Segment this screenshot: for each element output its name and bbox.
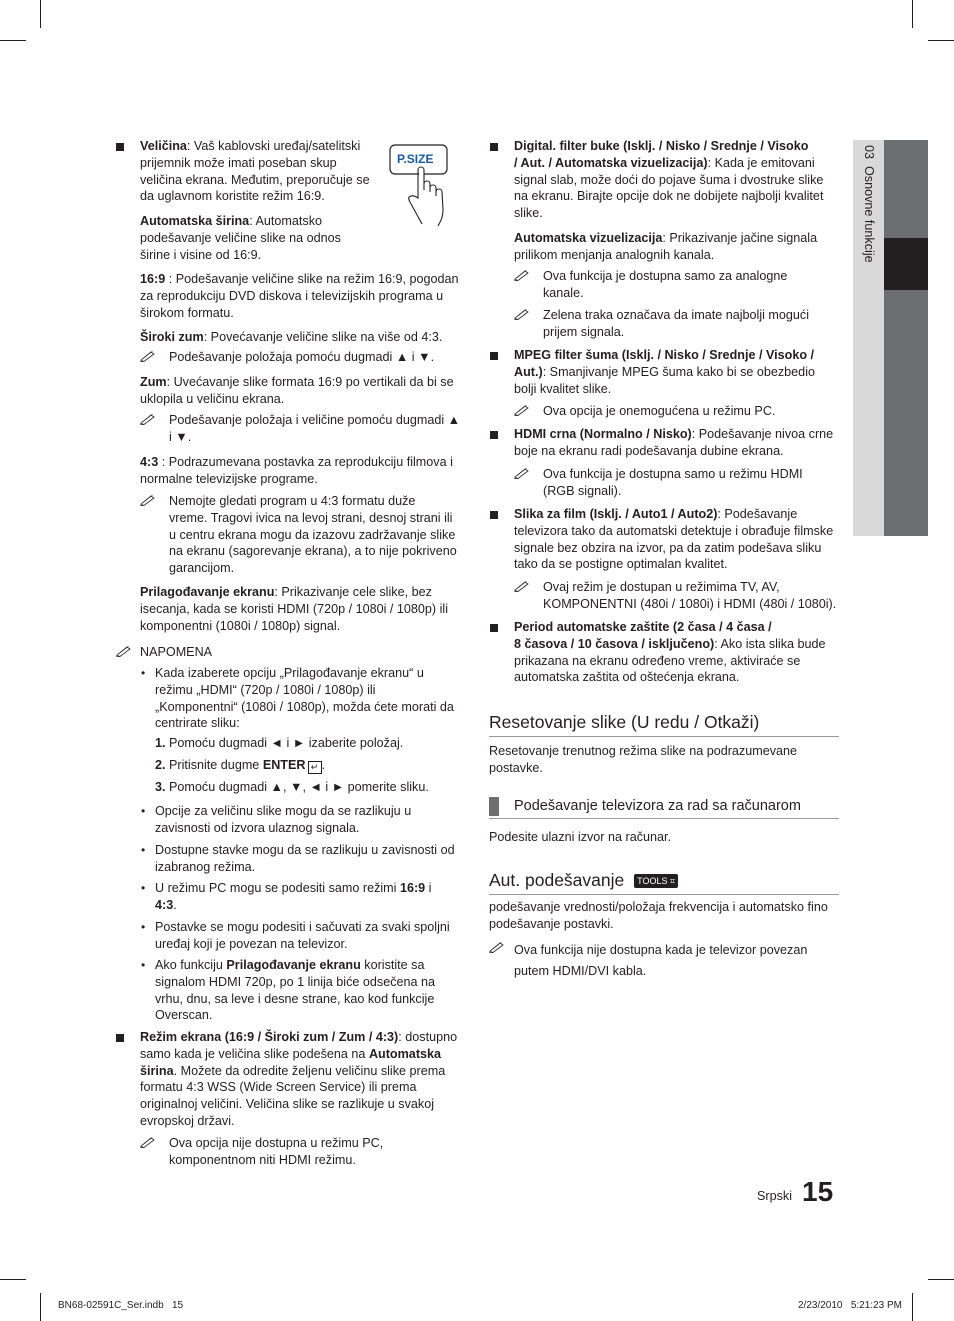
digital-paragraph: Digital. filter buke (Isklj. / Nisko / Srednje / Visoko / Aut. / Automatska vizuelizacija): Kada je emitovani signal slab, može doći do pojave šuma i dvostruke slike na ekranu. Birajte opcije dok ne dobijete najbolji kvalitet slike. [514,139,824,221]
napomena-label: NAPOMENA [140,645,213,659]
note-item-3: Dostupne stavke mogu da se razlikuju u zavisnosti od izabranog režima. [155,843,455,874]
print-file-info: BN68-02591C_Ser.indb 15 [58,1300,184,1311]
aut-text: podešavanje vrednosti/položaja frekvencija i automatsko fino podešavanje postavki. [489,900,828,931]
bullet-square [490,624,498,632]
siroki-note: Podešavanje položaja pomoću dugmadi ▲ i ▼. [169,350,435,364]
autoviz-paragraph: Automatska vizuelizacija: Prikazivanje jačine signala prilikom menjanja analognih kanala. [514,231,818,262]
note-pencil-icon [514,580,530,592]
bullet-square [490,143,498,151]
crop-mark [928,40,954,41]
period-paragraph: Period automatske zaštite (2 časa / 4 časa / 8 časova / 10 časova / isključeno): Ako ista slika bude prikazana na ekranu određeno vreme, aktiviraće se automatska zaštita od oštećenja ekrana. [514,620,826,685]
crop-mark [0,1279,26,1280]
note-pencil-icon [514,404,530,416]
r43-paragraph: 4:3 : Podrazumevana postavka za reprodukciju filmova i normalne televizijske programe. [140,455,453,486]
note-pencil-icon [140,494,156,506]
bullet-dot: • [141,920,146,934]
reset-heading: Resetovanje slike (U redu / Otkaži) [489,712,760,732]
psize-button-label: P.SIZE [397,152,434,166]
rezim-note: Ova opcija nije dostupna u režimu PC, komponentnom niti HDMI režimu. [169,1136,384,1167]
bullet-dot: • [141,881,146,895]
aut-heading-line [489,869,839,891]
note-pencil-icon [140,1136,156,1148]
autoviz-note-1: Ova funkcija je dostupna samo za analogne kanale. [543,269,788,300]
chapter-label [862,145,876,263]
bullet-dot: • [141,958,146,972]
r43-note: Nemojte gledati program u 4:3 formatu duže vreme. Tragovi ivica na levoj strani, desnoj strani ili u centru ekrana mogu da izazovu zadržavanje slike na ekranu (sagorevanje ekrana), a to nije pokriveno garancijom. [169,494,457,576]
pc-heading: Podešavanje televizora za rad sa računarom [514,798,801,814]
bullet-square [116,143,124,151]
sidebar-dark [884,140,928,536]
r169-paragraph: 16:9 : Podešavanje veličine slike na režim 16:9, pogodan za reprodukciju DVD diskova i televizijskih programa u širokom formatu. [140,272,459,320]
bullet-dot: • [141,666,146,680]
note-item-6: Ako funkciju Prilagođavanje ekranu koristite sa signalom HDMI 720p, po 1 linija biće odsečena na vrhu, dnu, sa leve i desne strane, kao kod funkcije Overscan. [155,958,436,1023]
psize-illustration [388,140,456,230]
note-item-4: U režimu PC mogu se podesiti samo režimi 16:9 i 4:3. [155,881,432,912]
note-pencil-icon [514,269,530,281]
crop-mark [40,1293,41,1321]
aut-note: Ova funkcija nije dostupna kada je televizor povezan putem HDMI/DVI kabla. [514,943,808,978]
heading-rule [489,894,839,895]
note-item-5: Postavke se mogu podesiti i sačuvati za svaki spoljni uređaj koji je povezan na televizor. [155,920,450,951]
subheading-bar [489,797,499,816]
step-1: 1. Pomoću dugmadi ◄ i ► izaberite položaj. [155,736,404,750]
siroki-paragraph: Široki zum: Povećavanje veličine slike na više od 4:3. [140,330,443,344]
sidebar-marker [884,238,928,290]
note-item-2: Opcije za veličinu slike mogu da se razlikuju u zavisnosti od izvora ulaznog signala. [155,804,412,835]
film-note: Ovaj režim je dostupan u režimima TV, AV, KOMPONENTNI (480i / 1080i) i HDMI (480i / 1080i). [543,580,837,611]
film-paragraph: Slika za film (Isklj. / Auto1 / Auto2): Podešavanje televizora tako da automatski detektuje i obrađuje filmske signale bez obzira na izvor, pa da zatim podešava sliku tako da se postigne optimalan kvalitet. [514,507,834,572]
heading-rule [489,818,839,819]
note-item-1: Kada izaberete opciju „Prilagođavanje ekranu“ u režimu „HDMI“ (720p / 1080i / 1080p) ili „Komponentni“ (1080i / 1080p), možda ćete morati da centrirate sliku: [155,666,454,731]
bullet-square [490,352,498,360]
chapter-title: Osnovne funkcije [862,166,876,263]
prilag-paragraph: Prilagođavanje ekranu: Prikazivanje cele slike, bez isecanja, kada se koristi HDMI (720p / 1080i / 1080p) ili komponentni (1080i / 1080p) signal. [140,585,448,633]
tools-label: TOOLS [637,876,668,886]
crop-mark [40,0,41,28]
autoviz-note-2: Zelena traka označava da imate najbolji mogući prijem signala. [543,308,810,339]
page-language: Srpski [757,1189,792,1203]
note-pencil-icon [514,308,530,320]
zum-paragraph: Zum: Uvećavanje slike formata 16:9 po vertikali da bi se uklopila u veličinu ekrana. [140,375,454,406]
enter-icon: ↵ [308,761,322,774]
bullet-square [490,431,498,439]
print-datetime: 2/23/2010 5:21:23 PM [798,1300,902,1311]
note-pencil-icon [489,941,505,953]
note-pencil-icon [116,645,132,657]
heading-rule [489,736,839,737]
crop-mark [928,1279,954,1280]
hdmi-note: Ova funkcija je dostupna samo u režimu HDMI (RGB signali). [543,467,803,498]
step-3: 3. Pomoću dugmadi ▲, ▼, ◄ i ► pomerite sliku. [155,780,429,794]
note-pencil-icon [140,350,156,362]
velicina-paragraph: Veličina: Vaš kablovski uređaj/satelitski prijemnik može imati poseban skup veličina ekrana. Međutim, preporučuje se da uglavnom koristite režim 16:9. [140,139,370,204]
rezim-paragraph: Režim ekrana (16:9 / Široki zum / Zum / 4:3): dostupno samo kada je veličina slike podešena na Automatska širina. Možete da odredite željenu veličinu slike prema formatu 4:3 WSS (Wide Screen Service) ili prema originalnoj veličini. Veličina slike se razlikuje u svakoj evropskoj državi. [140,1030,458,1128]
note-pencil-icon [140,413,156,425]
reset-text: Resetovanje trenutnog režima slike na podrazumevane postavke. [489,744,798,775]
crop-mark [0,40,26,41]
crop-mark [912,1293,913,1321]
step-2: 2. Pritisnite dugme ENTER ↵ . [155,758,325,772]
tools-icon: TOOLS ⌗ [634,874,678,888]
zum-note: Podešavanje položaja i veličine pomoću dugmadi ▲ i ▼. [169,413,461,444]
crop-mark [912,0,913,28]
bullet-square [490,511,498,519]
velicina-term: Veličina [140,139,187,153]
aut-heading: Aut. podešavanje [489,870,625,890]
page-number: 15 [802,1176,834,1207]
bullet-square [116,1034,124,1042]
chapter-number: 03 [862,145,876,160]
auto-sirina-paragraph: Automatska širina: Automatsko podešavanje veličine slike na odnos širine i visine od 16:9. [140,214,341,262]
note-pencil-icon [514,467,530,479]
bullet-dot: • [141,804,146,818]
mpeg-paragraph: MPEG filter šuma (Isklj. / Nisko / Srednje / Visoko / Aut.): Smanjivanje MPEG šuma kako bi se obezbedio bolji kvalitet slike. [514,348,815,396]
bullet-dot: • [141,843,146,857]
mpeg-note: Ova opcija je onemogućena u režimu PC. [543,404,776,418]
pc-text: Podesite ulazni izvor na računar. [489,830,672,844]
hdmi-paragraph: HDMI crna (Normalno / Nisko): Podešavanje nivoa crne boje na ekranu radi podešavanja dubine ekrana. [514,427,834,458]
